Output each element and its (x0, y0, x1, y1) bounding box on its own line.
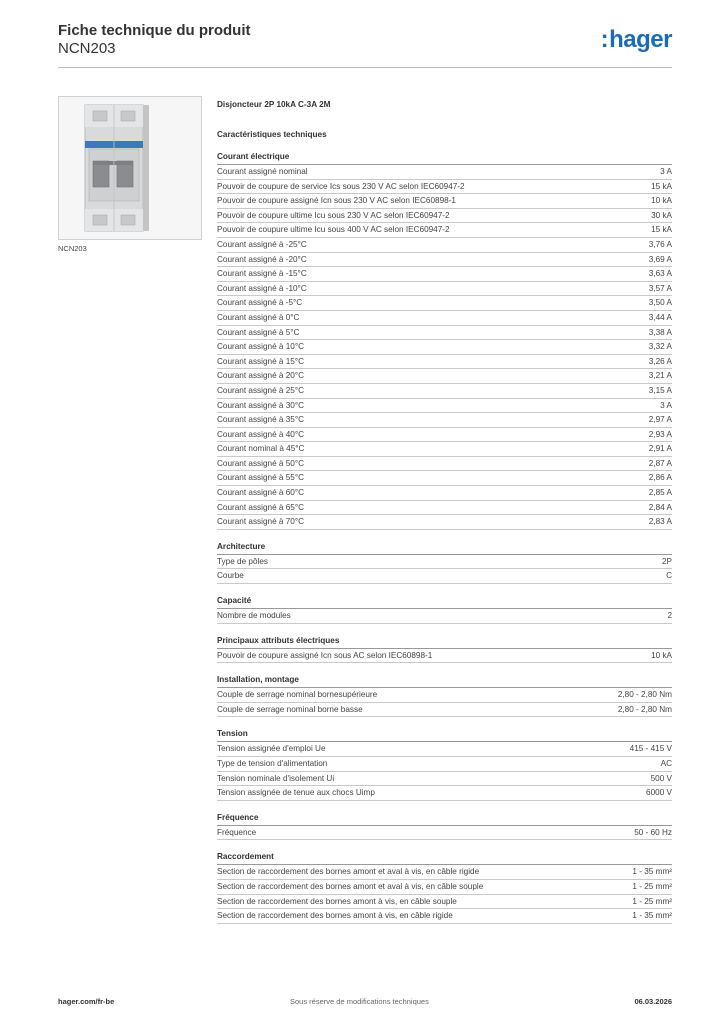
spec-label: Courant assigné à 70°C (217, 517, 305, 527)
spec-row (217, 649, 672, 664)
footer-website: hager.com/fr-be (58, 997, 115, 1006)
spec-row (217, 501, 672, 516)
spec-value: 2,80 - 2,80 Nm (617, 704, 672, 714)
spec-label: Courant assigné à 55°C (217, 473, 305, 483)
spec-value: 2,85 A (648, 488, 672, 498)
spec-label: Tension assignée d'emploi Ue (217, 744, 326, 754)
spec-row (217, 457, 672, 472)
spec-row (217, 413, 672, 428)
spec-row (217, 486, 672, 501)
spec-section (217, 594, 672, 624)
spec-label: Courant assigné à -25°C (217, 239, 307, 249)
spec-label: Nombre de modules (217, 611, 291, 621)
spec-row (217, 180, 672, 195)
spec-value: 2 (667, 611, 672, 621)
spec-value: 6000 V (646, 788, 672, 798)
spec-row (217, 253, 672, 268)
spec-label: Courant nominal à 45°C (217, 444, 305, 454)
spec-label: Courant assigné à 20°C (217, 371, 305, 381)
spec-section (217, 150, 672, 530)
spec-value: 2,86 A (648, 473, 672, 483)
header-divider (58, 67, 672, 68)
spec-row (217, 555, 672, 570)
spec-label: Courant assigné à 10°C (217, 342, 305, 352)
spec-row (217, 772, 672, 787)
spec-section (217, 540, 672, 584)
spec-section (217, 811, 672, 841)
spec-label: Section de raccordement des bornes amont et aval à vis, en câble souple (217, 881, 484, 891)
spec-sections (217, 150, 672, 924)
spec-row (217, 742, 672, 757)
spec-label: Tension assignée de tenue aux chocs Uimp (217, 788, 375, 798)
spec-section (217, 727, 672, 800)
spec-label: Courant assigné à -20°C (217, 254, 307, 264)
spec-value: 2,97 A (648, 415, 672, 425)
spec-row (217, 238, 672, 253)
spec-value: 1 - 25 mm² (632, 896, 672, 906)
product-image (58, 96, 202, 240)
spec-heading: Caractéristiques techniques (217, 130, 327, 139)
spec-label: Courant assigné à 65°C (217, 502, 305, 512)
spec-value: 3,15 A (648, 385, 672, 395)
circuit-breaker-image (59, 97, 201, 239)
spec-label: Section de raccordement des bornes amont et aval à vis, en câble rigide (217, 867, 480, 877)
spec-row (217, 909, 672, 924)
spec-label: Courant assigné à -15°C (217, 269, 307, 279)
spec-row (217, 369, 672, 384)
spec-row (217, 326, 672, 341)
spec-label: Pouvoir de coupure ultime Icu sous 230 V AC selon IEC60947-2 (217, 210, 450, 220)
spec-row (217, 384, 672, 399)
spec-label: Courant assigné à 40°C (217, 429, 305, 439)
spec-row (217, 688, 672, 703)
image-caption: NCN203 (58, 244, 87, 253)
spec-label: Courant assigné à 60°C (217, 488, 305, 498)
hager-logo: :hager (600, 26, 672, 53)
spec-section (217, 850, 672, 923)
section-title: Raccordement (217, 850, 672, 865)
footer-date: 06.03.2026 (634, 997, 672, 1006)
spec-value: 3 A (660, 400, 672, 410)
spec-value: 3,21 A (648, 371, 672, 381)
spec-row (217, 442, 672, 457)
spec-value: 15 kA (651, 225, 672, 235)
spec-value: 3,38 A (648, 327, 672, 337)
spec-row (217, 209, 672, 224)
spec-label: Courant assigné à -10°C (217, 283, 307, 293)
spec-value: 415 - 415 V (629, 744, 672, 754)
spec-label: Courant assigné à 0°C (217, 312, 300, 322)
spec-label: Courant assigné à 50°C (217, 458, 305, 468)
spec-label: Pouvoir de coupure ultime Icu sous 400 V AC selon IEC60947-2 (217, 225, 450, 235)
spec-value: 2,80 - 2,80 Nm (617, 690, 672, 700)
spec-row (217, 515, 672, 530)
spec-value: AC (660, 759, 672, 768)
spec-label: Courant assigné à 15°C (217, 356, 305, 366)
spec-label: Courant assigné à 30°C (217, 400, 305, 410)
footer-notice: Sous réserve de modifications techniques (290, 997, 429, 1006)
spec-label: Type de tension d'alimentation (217, 759, 328, 768)
spec-label: Couple de serrage nominal bornesupérieure (217, 690, 378, 700)
spec-value: 3,32 A (648, 342, 672, 352)
spec-row (217, 296, 672, 311)
spec-label: Section de raccordement des bornes amont à vis, en câble rigide (217, 911, 453, 921)
spec-row (217, 311, 672, 326)
section-title: Courant électrique (217, 150, 672, 165)
spec-row (217, 609, 672, 624)
spec-label: Section de raccordement des bornes amont à vis, en câble souple (217, 896, 457, 906)
spec-value: 500 V (650, 773, 672, 783)
spec-value: 2,84 A (648, 502, 672, 512)
spec-value: 2P (661, 556, 672, 566)
spec-value: 10 kA (651, 650, 672, 660)
spec-value: 15 kA (651, 181, 672, 191)
spec-row (217, 223, 672, 238)
spec-row (217, 826, 672, 841)
spec-value: 1 - 25 mm² (632, 881, 672, 891)
product-name: Disjoncteur 2P 10kA C-3A 2M (217, 100, 331, 109)
spec-value: 50 - 60 Hz (634, 827, 672, 837)
spec-label: Pouvoir de coupure assigné Icn sous 230 V AC selon IEC60898-1 (217, 196, 456, 206)
spec-label: Courant assigné nominal (217, 167, 308, 176)
spec-value: 2,91 A (648, 444, 672, 454)
spec-value: 3,57 A (648, 283, 672, 293)
spec-value: 3,69 A (648, 254, 672, 264)
section-title: Capacité (217, 594, 672, 609)
section-title: Installation, montage (217, 673, 672, 688)
spec-value: 3,63 A (648, 269, 672, 279)
spec-row (217, 399, 672, 414)
spec-value: 2,83 A (648, 517, 672, 527)
section-title: Architecture (217, 540, 672, 555)
spec-value: 30 kA (651, 210, 672, 220)
spec-value: 3,50 A (648, 298, 672, 308)
spec-value: 10 kA (651, 196, 672, 206)
spec-label: Couple de serrage nominal borne basse (217, 704, 363, 714)
spec-row (217, 340, 672, 355)
spec-value: 3,76 A (648, 239, 672, 249)
spec-row (217, 471, 672, 486)
spec-row (217, 428, 672, 443)
spec-row (217, 895, 672, 910)
spec-row (217, 865, 672, 880)
spec-row (217, 165, 672, 180)
spec-row (217, 267, 672, 282)
spec-label: Fréquence (217, 827, 257, 837)
spec-value: 3,44 A (648, 312, 672, 322)
spec-row (217, 282, 672, 297)
section-title: Principaux attributs électriques (217, 634, 672, 649)
spec-sheet (217, 98, 672, 924)
spec-section (217, 673, 672, 717)
spec-label: Tension nominale d'isolement Ui (217, 773, 335, 783)
page-header (58, 22, 672, 58)
spec-row (217, 880, 672, 895)
spec-value: 2,93 A (648, 429, 672, 439)
spec-row (217, 703, 672, 718)
spec-label: Courant assigné à -5°C (217, 298, 303, 308)
spec-row (217, 786, 672, 801)
spec-row (217, 194, 672, 209)
spec-value: 3,26 A (648, 356, 672, 366)
spec-label: Pouvoir de coupure assigné Icn sous AC selon IEC60898-1 (217, 650, 433, 660)
spec-label: Courbe (217, 571, 244, 581)
spec-label: Courant assigné à 25°C (217, 385, 305, 395)
spec-row (217, 355, 672, 370)
spec-value: 1 - 35 mm² (632, 911, 672, 921)
spec-value: 2,87 A (648, 458, 672, 468)
product-reference: NCN203 (58, 40, 116, 57)
section-title: Tension (217, 727, 672, 742)
spec-row (217, 757, 672, 772)
page-title: Fiche technique du produit (58, 22, 251, 39)
spec-value: C (666, 571, 672, 581)
spec-label: Pouvoir de coupure de service Ics sous 230 V AC selon IEC60947-2 (217, 181, 465, 191)
spec-value: 1 - 35 mm² (632, 867, 672, 877)
spec-label: Type de pôles (217, 556, 268, 566)
spec-label: Courant assigné à 5°C (217, 327, 300, 337)
spec-section (217, 634, 672, 664)
spec-value: 3 A (660, 167, 672, 176)
spec-label: Courant assigné à 35°C (217, 415, 305, 425)
section-title: Fréquence (217, 811, 672, 826)
spec-row (217, 569, 672, 584)
